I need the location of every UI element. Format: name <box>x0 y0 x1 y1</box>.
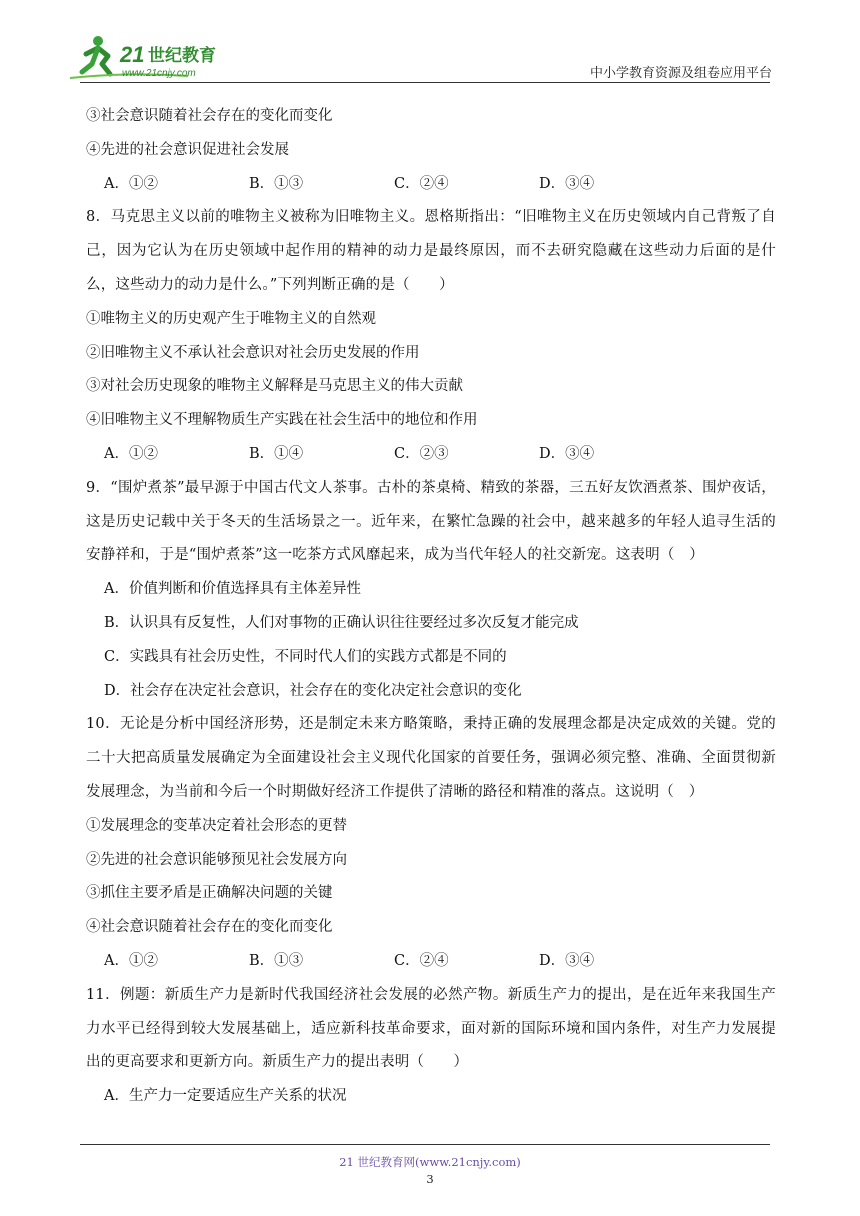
q10-options <box>86 945 776 979</box>
q10-stem: 10．无论是分析中国经济形势，还是制定未来方略策略，秉持正确的发展理念都是决定成效的关键。党的二十大把高质量发展确定为全面建设社会主义现代化国家的首要任务，强调必须完整、准确、全面贯彻新发展理念，为当前和今后一个时期做好经济工作提供了清晰的路径和精准的落点。这说明（ ） <box>86 716 776 800</box>
q9-option-b: B．认识具有反复性，人们对事物的正确认识往往要经过多次反复才能完成 <box>104 614 579 631</box>
svg-text:www.21cnjy.com: www.21cnjy.com <box>122 68 196 79</box>
q7-option-d: D．③④ <box>539 175 595 192</box>
q10-option-d: D．③④ <box>539 952 595 969</box>
page-number: 3 <box>426 1172 434 1186</box>
q7-item-4: ④先进的社会意识促进社会发展 <box>86 141 289 158</box>
q8-option-c: C．②③ <box>394 445 449 462</box>
svg-text:世纪教育: 世纪教育 <box>148 46 216 66</box>
q8-item-1: ①唯物主义的历史观产生于唯物主义的自然观 <box>86 310 376 327</box>
q7-option-c: C．②④ <box>394 175 449 192</box>
q8-option-b: B．①④ <box>249 445 304 462</box>
q8-item-4: ④旧唯物主义不理解物质生产实践在社会生活中的地位和作用 <box>86 412 478 429</box>
footer-site-link[interactable]: 21 世纪教育网(www.21cnjy.com) <box>339 1155 521 1169</box>
q10-item-1: ①发展理念的变革决定着社会形态的更替 <box>86 817 347 834</box>
logo-21cnjy <box>68 32 248 82</box>
q8-item-3: ③对社会历史现象的唯物主义解释是马克思主义的伟大贡献 <box>86 378 463 395</box>
page-content <box>86 100 776 1114</box>
q10-option-a: A．①② <box>104 952 158 969</box>
q9-option-c: C．实践具有社会历史性，不同时代人们的实践方式都是不同的 <box>104 648 507 665</box>
q10-item-3: ③抓住主要矛盾是正确解决问题的关键 <box>86 885 333 902</box>
q8-option-a: A．①② <box>104 445 158 462</box>
q10-item-4: ④社会意识随着社会存在的变化而变化 <box>86 919 333 936</box>
q7-options <box>86 168 776 202</box>
q8-options <box>86 438 776 472</box>
platform-title: 中小学教育资源及组卷应用平台 <box>589 66 772 81</box>
q8-option-d: D．③④ <box>539 445 595 462</box>
q8-item-2: ②旧唯物主义不承认社会意识对社会历史发展的作用 <box>86 344 420 361</box>
q11-stem: 11．例题：新质生产力是新时代我国经济社会发展的必然产物。新质生产力的提出，是在近年来我国生产力水平已经得到较大发展基础上，适应新科技革命要求，面对新的国际环境和国内条件，对生产力发展提出的更高要求和更新方向。新质生产力的提出表明（ ） <box>86 986 776 1071</box>
svg-text:21: 21 <box>120 42 145 67</box>
q9-stem: 9．“围炉煮茶”最早源于中国古代文人茶事。古朴的茶桌椅、精致的茶器，三五好友饮酒煮茶、围炉夜话，这是历史记载中关于冬天的生活场景之一。近年来，在繁忙急躁的社会中，越来越多的年轻人追寻生活的安静祥和，于是“围炉煮茶”这一吃茶方式风靡起来，成为当代年轻人的社交新宠。这表明（ ） <box>86 479 776 564</box>
q10-item-2: ②先进的社会意识能够预见社会发展方向 <box>86 851 347 868</box>
q11-option-a: A．生产力一定要适应生产关系的状况 <box>104 1088 347 1105</box>
q7-option-a: A．①② <box>104 175 158 192</box>
q8-stem: 8．马克思主义以前的唯物主义被称为旧唯物主义。恩格斯指出：“旧唯物主义在历史领域内自己背叛了自己，因为它认为在历史领域中起作用的精神的动力是最终原因，而不去研究隐藏在这些动力后面的是什么，这些动力的动力是什么。”下列判断正确的是（ ） <box>86 209 776 293</box>
q10-option-c: C．②④ <box>394 952 449 969</box>
q7-option-b: B．①③ <box>249 175 304 192</box>
page-header <box>0 0 860 90</box>
q9-option-d: D．社会存在决定社会意识，社会存在的变化决定社会意识的变化 <box>104 682 522 699</box>
q10-option-b: B．①③ <box>249 952 304 969</box>
q7-item-3: ③社会意识随着社会存在的变化而变化 <box>86 108 333 124</box>
q9-option-a: A．价值判断和价值选择具有主体差异性 <box>104 581 361 598</box>
header-divider <box>80 82 770 83</box>
footer-divider <box>80 1144 770 1145</box>
